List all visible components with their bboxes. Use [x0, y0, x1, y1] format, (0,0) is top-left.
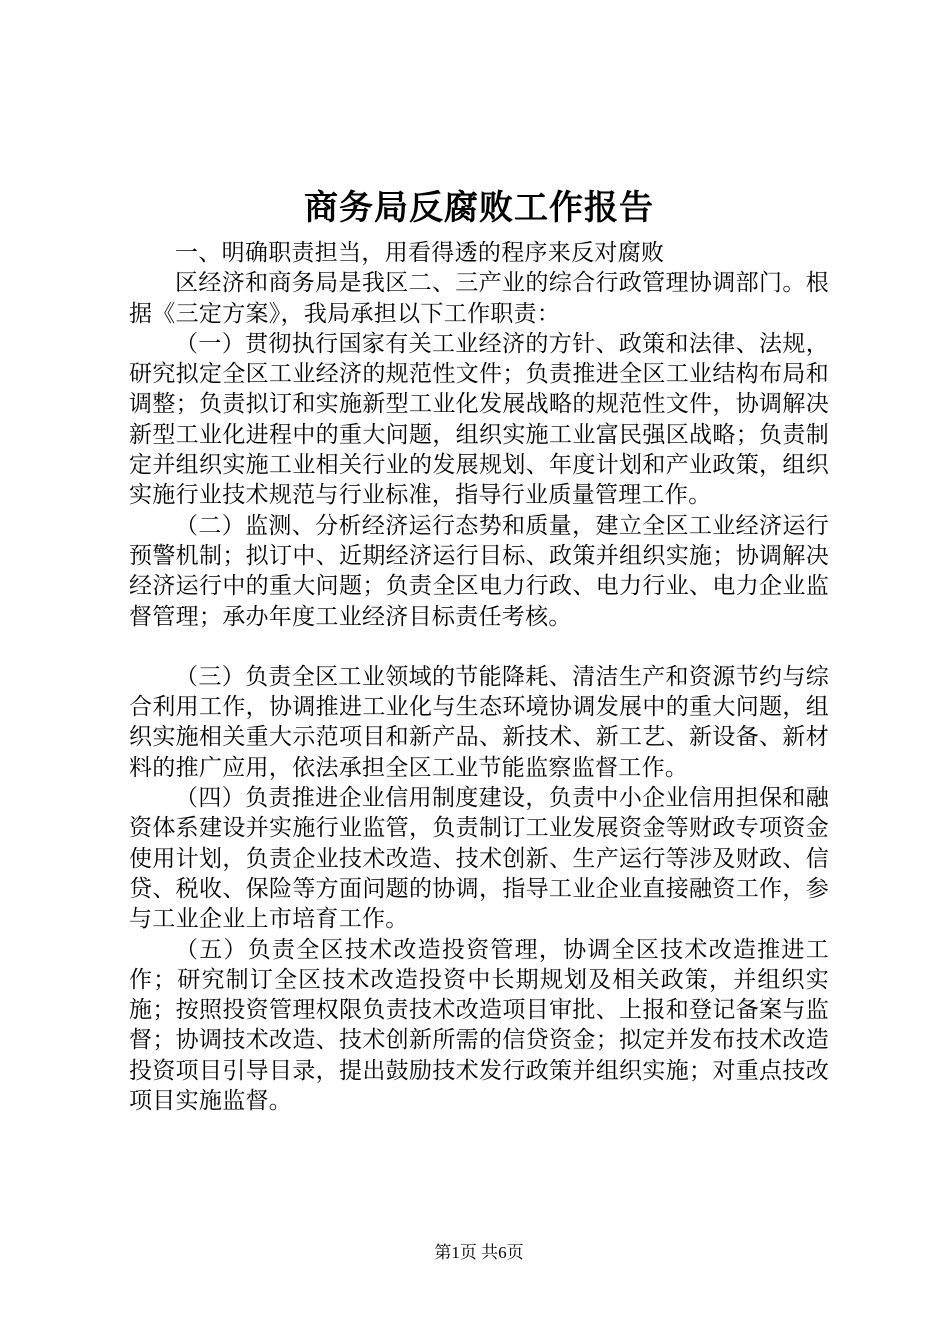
body-paragraph: （四）负责推进企业信用制度建设，负责中小企业信用担保和融资体系建设并实施行业监管，负责制订工业发展资金等财政专项资金使用计划，负责企业技术改造、技术创新、生产运行等涉及财政、信贷、税收、保险等方面问题的协调，指导工业企业直接融资工作，参与工业企业上市培育工作。 [129, 785, 829, 933]
body-paragraph: （二）监测、分析经济运行态势和质量，建立全区工业经济运行预警机制；拟订中、近期经济运行目标、政策并组织实施；协调解决经济运行中的重大问题；负责全区电力行政、电力行业、电力企业监督管理；承办年度工业经济目标责任考核。 [129, 512, 829, 630]
section-heading: 一、明确职责担当，用看得透的程序来反对腐败 [175, 240, 665, 266]
page-number-footer: 第1页 共6页 [434, 1243, 524, 1262]
document-title: 商务局反腐败工作报告 [304, 188, 654, 228]
body-paragraph: （三）负责全区工业领域的节能降耗、清洁生产和资源节约与综合利用工作，协调推进工业化与生态环境协调发展中的重大问题，组织实施相关重大示范项目和新产品、新技术、新工艺、新设备、新材料的推广应用，依法承担全区工业节能监察监督工作。 [129, 663, 829, 781]
body-paragraph: （五）负责全区技术改造投资管理，协调全区技术改造推进工作；研究制订全区技术改造投资中长期规划及相关政策，并组织实施；按照投资管理权限负责技术改造项目审批、上报和登记备案与监督；协调技术改造、技术创新所需的信贷资金；拟定并发布技术改造投资项目引导目录，提出鼓励技术发行政策并组织实施；对重点技改项目实施监督。 [129, 936, 829, 1115]
body-paragraph: 区经济和商务局是我区二、三产业的综合行政管理协调部门。根据《三定方案》，我局承担以下工作职责： [129, 270, 829, 327]
body-paragraph: （一）贯彻执行国家有关工业经济的方针、政策和法律、法规，研究拟定全区工业经济的规范性文件；负责推进全区工业结构布局和调整；负责拟订和实施新型工业化发展战略的规范性文件，协调解决新型工业化进程中的重大问题，组织实施工业富民强区战略；负责制定并组织实施工业相关行业的发展规划、年度计划和产业政策，组织实施行业技术规范与行业标准，指导行业质量管理工作。 [129, 330, 829, 509]
document-body [129, 238, 829, 1116]
